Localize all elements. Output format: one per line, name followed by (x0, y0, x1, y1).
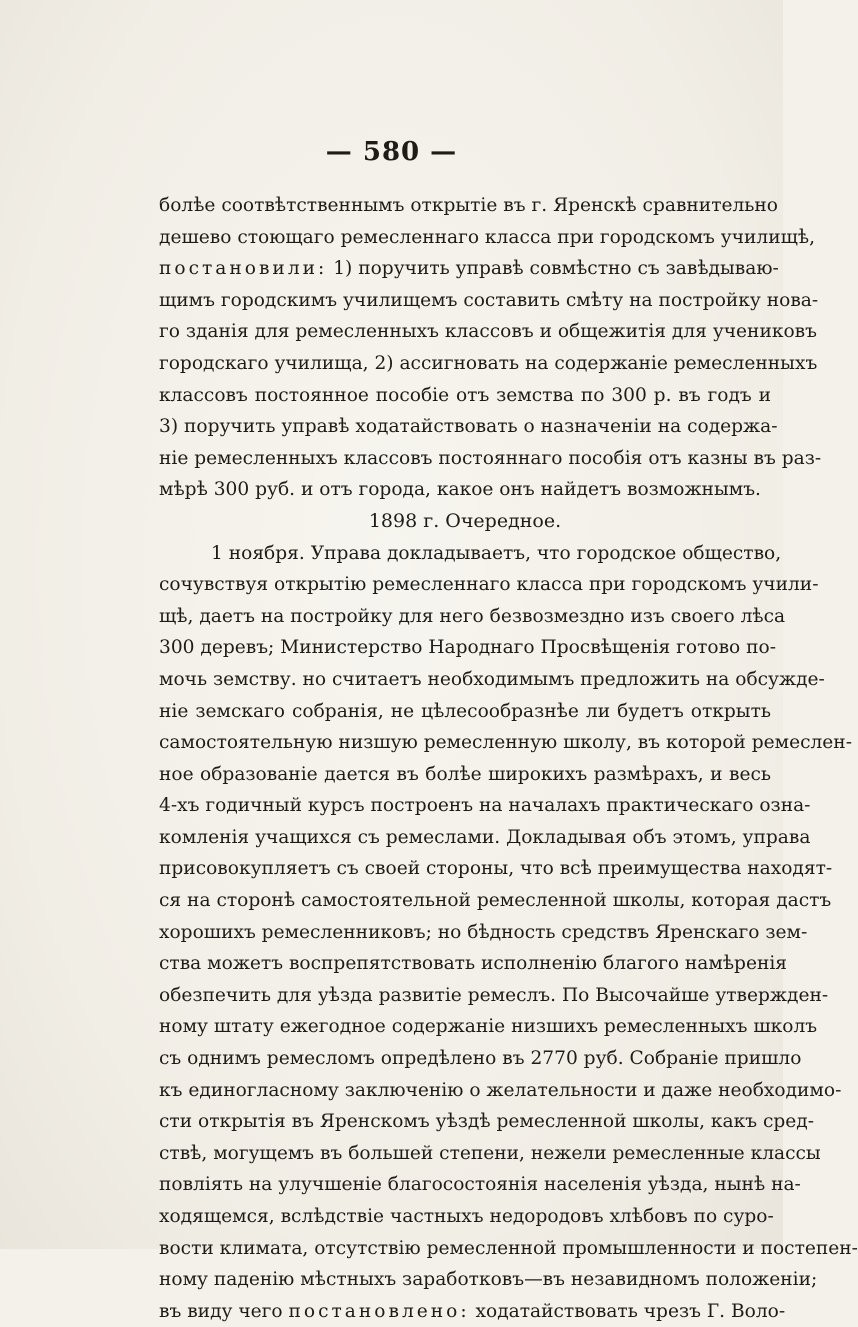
text-fragment: ходатайствовать чрезъ Г. Воло- (469, 1300, 786, 1322)
text-line: обезпечить для уѣзда развитіе ремеслъ. По Высочайше утвержден- (159, 984, 829, 1006)
text-line: болѣе соотвѣтственнымъ открытіе въ г. Яренскѣ сравнительно (159, 195, 779, 216)
text-line: городскаго училища, 2) ассигновать на содержаніе ремесленныхъ (159, 352, 818, 374)
text-line: мочь земству. но считаетъ необходимымъ предложить на обсужде- (159, 668, 825, 690)
text-line: ніе земскаго собранія, не цѣлесообразнѣе ли будетъ открыть (159, 700, 771, 722)
spaced-word: постановили: (159, 258, 328, 280)
text-line: сочувствуя открытію ремесленнаго класса при городскомъ учили- (159, 574, 819, 596)
text-line: ному паденію мѣстныхъ заработковъ—въ незавидномъ положеніи; (159, 1269, 818, 1291)
text-line: щѣ, даетъ на постройку для него безвозмездно изъ своего лѣса (159, 605, 786, 627)
text-line: хорошихъ ремесленниковъ; но бѣдность средствъ Яренскаго зем- (159, 921, 808, 943)
text-line: ніе ремесленныхъ классовъ постояннаго пособія отъ казны въ раз- (159, 447, 822, 469)
text-line: ся на сторонѣ самостоятельной ремесленной школы, которая дастъ (159, 890, 832, 912)
text-line: съ однимъ ремесломъ опредѣлено въ 2770 руб. Собраніе пришло (159, 1048, 802, 1070)
text-line: мѣрѣ 300 руб. и отъ города, какое онъ найдетъ возможнымъ. (159, 479, 761, 501)
text-line: повліять на улучшеніе благосостоянія населенія уѣзда, нынѣ на- (159, 1174, 801, 1196)
text-line: къ единогласному заключенію о желательности и даже необходимо- (159, 1079, 842, 1101)
text-line: щимъ городскимъ училищемъ составить смѣту на постройку нова- (159, 289, 819, 311)
text-line: ное образованіе дается въ болѣе широкихъ размѣрахъ, и весь (159, 763, 771, 785)
text-line: самостоятельную низшую ремесленную школу, въ которой ремеслен- (159, 732, 852, 754)
text-line: ходящемся, вслѣдствіе частныхъ недородовъ хлѣбовъ по суро- (159, 1206, 774, 1227)
text-line: 4-хъ годичный курсъ построенъ на началахъ практическаго озна- (159, 795, 811, 817)
text-line (159, 253, 779, 285)
text-line: ному штату ежегодное содержаніе низшихъ ремесленныхъ школъ (159, 1016, 818, 1038)
text-line: го зданія для ремесленныхъ классовъ и общежитія для учениковъ (159, 321, 817, 343)
section-heading: 1898 г. Очередное. (368, 509, 562, 532)
text-line: присовокупляетъ съ своей стороны, что всѣ преимущества находят- (159, 858, 833, 880)
text-line: комленія учащихся съ ремеслами. Докладывая объ этомъ, управа (159, 826, 811, 848)
text-line: 1 ноября. Управа докладываетъ, что городское общество, (211, 542, 782, 564)
text-line: классовъ постоянное пособіе отъ земства по 300 р. въ годъ и (159, 384, 771, 406)
body-text (159, 190, 858, 1327)
text-line: ствѣ, могущемъ въ большей степени, нежели ремесленные классы (159, 1142, 821, 1164)
text-line: дешево стоющаго ремесленнаго класса при городскомъ училищѣ, (159, 226, 816, 248)
text-line: вости климата, отсутствію ремесленной промышленности и постепен- (159, 1237, 858, 1259)
text-line: сти открытія въ Яренскомъ уѣздѣ ремесленной школы, какъ сред- (159, 1111, 815, 1133)
text-fragment: въ виду чего (159, 1300, 289, 1322)
spaced-word: постановлено: (288, 1300, 470, 1322)
page-number: — 580 — (325, 137, 458, 167)
text-line: 3) поручить управѣ ходатайствовать о назначеніи на содержа- (159, 416, 778, 438)
text-line: ства можетъ воспрепятствовать исполненію благого намѣренія (159, 953, 788, 975)
text-line: 300 деревъ; Министерство Народнаго Просвѣщенія готово по- (159, 637, 777, 659)
text-line (159, 1296, 786, 1327)
text-fragment: 1) поручить управѣ совмѣстно съ завѣдываю- (327, 258, 779, 280)
